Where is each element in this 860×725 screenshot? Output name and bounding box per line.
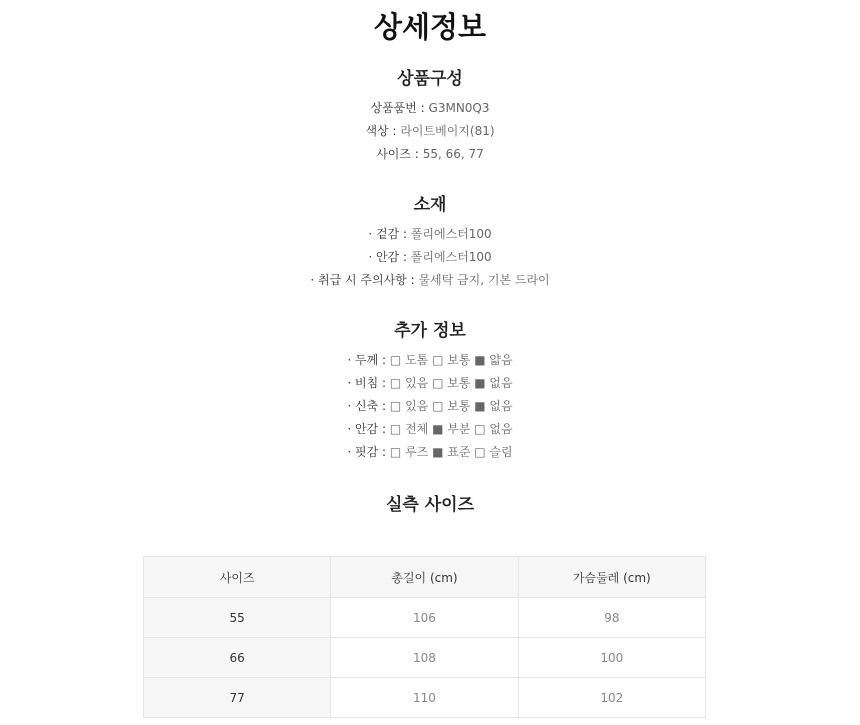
section-title-extra-info: 추가 정보 bbox=[394, 321, 466, 341]
size-line bbox=[0, 145, 860, 163]
section-title-material: 소재 bbox=[413, 195, 447, 215]
size-value: 55, 66, 77 bbox=[422, 147, 484, 161]
lining-fabric-label: · 안감 : bbox=[368, 250, 407, 264]
table-cell-length: 108 bbox=[331, 638, 518, 678]
table-cell-chest: 100 bbox=[518, 638, 705, 678]
table-header-length: 총길이 (cm) bbox=[331, 557, 518, 598]
care-label: · 취급 시 주의사항 : bbox=[310, 273, 415, 287]
sheer-line bbox=[0, 374, 860, 392]
color-value: 라이트베이지(81) bbox=[400, 124, 495, 138]
lining-fabric-line bbox=[0, 248, 860, 266]
page-title: 상세정보 bbox=[373, 10, 487, 44]
lining-fabric-value: 폴리에스터100 bbox=[410, 250, 492, 264]
outer-fabric-line bbox=[0, 225, 860, 243]
table-header-row bbox=[144, 557, 706, 598]
outer-fabric-label: · 겉감 : bbox=[368, 227, 407, 241]
size-table bbox=[143, 556, 706, 718]
table-cell-chest: 102 bbox=[518, 678, 705, 718]
lining-options: □ 전체 ■ 부분 □ 없음 bbox=[389, 422, 513, 436]
color-line bbox=[0, 122, 860, 140]
product-code-value: G3MN0Q3 bbox=[428, 101, 490, 115]
fit-label: · 핏감 : bbox=[347, 445, 387, 459]
thickness-options: □ 도톰 □ 보통 ■ 얇음 bbox=[389, 353, 513, 367]
lining-label: · 안감 : bbox=[347, 422, 387, 436]
stretch-label: · 신축 : bbox=[347, 399, 387, 413]
lining-line bbox=[0, 420, 860, 438]
table-row bbox=[144, 638, 706, 678]
table-cell-length: 106 bbox=[331, 598, 518, 638]
care-value: 물세탁 금지, 기본 드라이 bbox=[418, 273, 550, 287]
section-title-composition: 상품구성 bbox=[397, 69, 463, 89]
stretch-options: □ 있음 □ 보통 ■ 없음 bbox=[389, 399, 513, 413]
table-cell-length: 110 bbox=[331, 678, 518, 718]
size-label: 사이즈 : bbox=[376, 147, 419, 161]
table-row bbox=[144, 678, 706, 718]
table-cell-size: 66 bbox=[144, 638, 331, 678]
table-row bbox=[144, 598, 706, 638]
product-code-label: 상품품번 : bbox=[370, 101, 425, 115]
fit-options: □ 루즈 ■ 표준 □ 슬림 bbox=[389, 445, 513, 459]
care-line bbox=[0, 271, 860, 289]
fit-line bbox=[0, 443, 860, 461]
section-title-measurements: 실측 사이즈 bbox=[385, 495, 475, 515]
stretch-line bbox=[0, 397, 860, 415]
color-label: 색상 : bbox=[365, 124, 397, 138]
sheer-label: · 비침 : bbox=[347, 376, 387, 390]
outer-fabric-value: 폴리에스터100 bbox=[410, 227, 492, 241]
table-cell-size: 55 bbox=[144, 598, 331, 638]
thickness-label: · 두께 : bbox=[347, 353, 387, 367]
sheer-options: □ 있음 □ 보통 ■ 없음 bbox=[389, 376, 513, 390]
table-header-chest: 가슴둘레 (cm) bbox=[518, 557, 705, 598]
thickness-line bbox=[0, 351, 860, 369]
table-header-size: 사이즈 bbox=[144, 557, 331, 598]
table-cell-size: 77 bbox=[144, 678, 331, 718]
product-code-line bbox=[0, 99, 860, 117]
table-cell-chest: 98 bbox=[518, 598, 705, 638]
